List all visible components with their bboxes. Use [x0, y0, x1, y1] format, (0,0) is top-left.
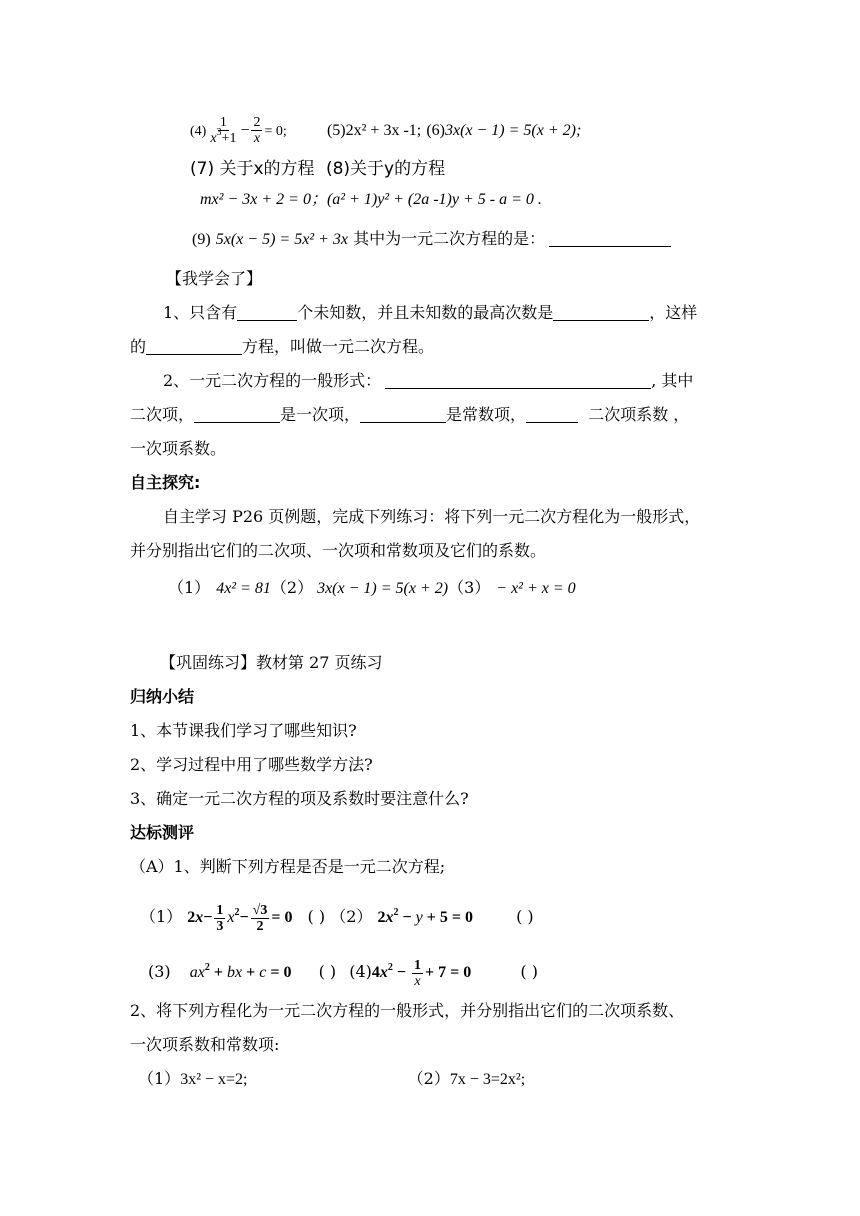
test-row-1-2 [140, 894, 534, 940]
test-equation-1: 2x− $\frac{1}{3}$ $x^2-$ $\frac{√3}{2}$ = 0 [187, 902, 293, 934]
test-equation-3: $ax^2$ + bx + c = 0 [189, 962, 292, 981]
learned-p2-line1 [163, 370, 693, 392]
learned-text: 2、一元二次方程的一般形式： [163, 371, 382, 390]
learned-p1-line2 [130, 336, 434, 358]
learned-text: 二次项系数 ， [588, 405, 690, 424]
question-9-tail: 其中为一元二次方程的是： [353, 229, 546, 248]
label-6: (6) [426, 122, 445, 139]
test-label-3: (3) [148, 962, 171, 981]
test-q2-line2: 一次项系数和常数项: [130, 1035, 280, 1054]
blank-quadratic-coefficient[interactable] [526, 406, 578, 423]
summary-q2: 2、学习过程中用了哪些数学方法? [130, 755, 373, 774]
test-q2-items [138, 1068, 525, 1091]
blank-highest-degree[interactable] [553, 304, 649, 321]
test-equation-4: $4x^2$ − $\frac{1}{x}$ + 7 = 0 [371, 957, 472, 989]
blank-linear-term[interactable] [194, 406, 280, 423]
equation-8: (a² + 1)y² + (2a -1)y + 5 - a = 0 . [326, 191, 542, 208]
learned-text: 方程，叫做一元二次方程。 [242, 337, 435, 356]
blank-unknown-count[interactable] [237, 304, 297, 321]
learned-text: 的 [130, 337, 147, 356]
learned-p1-line1 [163, 302, 697, 324]
learned-text: ，这样 [649, 303, 698, 322]
test-intro: （A）1、判断下列方程是否是一元二次方程; [130, 857, 446, 876]
answer-paren-3[interactable]: ( ) [318, 962, 337, 981]
blank-general-form[interactable] [385, 372, 651, 389]
test-row-3-4 [148, 952, 538, 992]
equation-row-7-8 [200, 188, 542, 211]
explore-label-3: （3） [448, 578, 491, 597]
blank-equation-type[interactable] [146, 338, 242, 355]
label-4: (4) [190, 124, 207, 139]
equation-row-7-8-labels [190, 158, 445, 180]
explore-title: 自主探究: [130, 473, 201, 492]
test-title: 达标测评 [130, 823, 195, 842]
explore-label-1: （1） [168, 578, 211, 597]
label-5: (5) [326, 122, 346, 139]
fraction-1-over-x3-plus-1: $\frac{1}{x^3+1}$ [210, 115, 237, 146]
fraction-2-over-x: $\frac{2}{x}$ [253, 115, 261, 146]
learned-text: 个未知数，并且未知数的最高次数是 [297, 303, 554, 322]
test-q2-label-2: （2） [407, 1069, 450, 1088]
explore-equation-3: − x² + x = 0 [496, 580, 576, 597]
learned-p2-line2 [130, 404, 689, 426]
summary-title: 归纳小结 [130, 687, 195, 706]
explore-equation-1: 4x² = 81 [216, 580, 271, 597]
explore-p1: 自主学习 P26 页例题，完成下列练习：将下列一元二次方程化为一般形式， [163, 507, 701, 526]
equation-row-9 [192, 228, 671, 251]
label-7: (7) 关于x的方程 [190, 159, 315, 179]
learned-title: 【我学会了】 [166, 269, 263, 288]
equation-row-4-6: (4) $\frac{1}{x^3+1}$ − $\frac{2}{x}$ = 0; (5)2x² + 3x -1; (6)3x(x − 1) = 5(x + 2); [190, 115, 582, 146]
label-9: (9) [192, 231, 211, 248]
learned-p2-line3 [130, 438, 226, 460]
practice-line: 【巩固练习】教材第 27 页练习 [160, 653, 383, 672]
equation-9: 5x(x − 5) = 5x² + 3x [215, 231, 348, 248]
equation-5: 2x² + 3x -1; [345, 122, 422, 139]
learned-text: 是一次项， [280, 405, 361, 424]
learned-text: 二次项， [130, 405, 195, 424]
test-q2-equation-2: 7x − 3=2x²; [449, 1071, 526, 1088]
test-q2-line1: 2、将下列方程化为一元二次方程的一般形式，并分别指出它们的二次项系数、 [130, 1001, 685, 1020]
answer-paren-2[interactable]: ( ) [516, 907, 534, 926]
summary-q1: 1、本节课我们学习了哪些知识? [130, 721, 357, 740]
test-equation-2: $2x^2 - y + 5 = 0$ [377, 907, 473, 926]
explore-p2: 并分别指出它们的二次项、一次项和常数项及它们的系数。 [130, 541, 547, 560]
explore-equations [168, 577, 576, 600]
learned-text: 1、只含有 [163, 303, 238, 322]
answer-paren-4[interactable]: ( ) [520, 962, 538, 981]
explore-label-2: （2） [270, 578, 314, 597]
label-8: (8)关于y的方程 [325, 159, 446, 179]
learned-text: , 其中 [651, 371, 694, 390]
equation-7: mx² − 3x + 2 = 0； [200, 191, 327, 208]
test-label-2: （2） [330, 907, 373, 926]
learned-text: 是常数项， [446, 405, 527, 424]
test-label-1: （1） [140, 907, 183, 926]
answer-paren-1[interactable]: ( ) [307, 907, 326, 926]
equation-6: 3x(x − 1) = 5(x + 2); [444, 122, 582, 139]
test-label-4: (4) [349, 962, 372, 981]
test-q2-label-1: （1） [138, 1069, 181, 1088]
blank-constant-term[interactable] [360, 406, 446, 423]
learned-text: 一次项系数。 [130, 439, 227, 458]
test-q2-equation-1: 3x² − x=2; [180, 1071, 248, 1088]
explore-equation-2: 3x(x − 1) = 5(x + 2) [317, 580, 449, 597]
summary-q3: 3、确定一元二次方程的项及系数时要注意什么? [130, 789, 469, 808]
answer-blank-9[interactable] [549, 230, 671, 247]
